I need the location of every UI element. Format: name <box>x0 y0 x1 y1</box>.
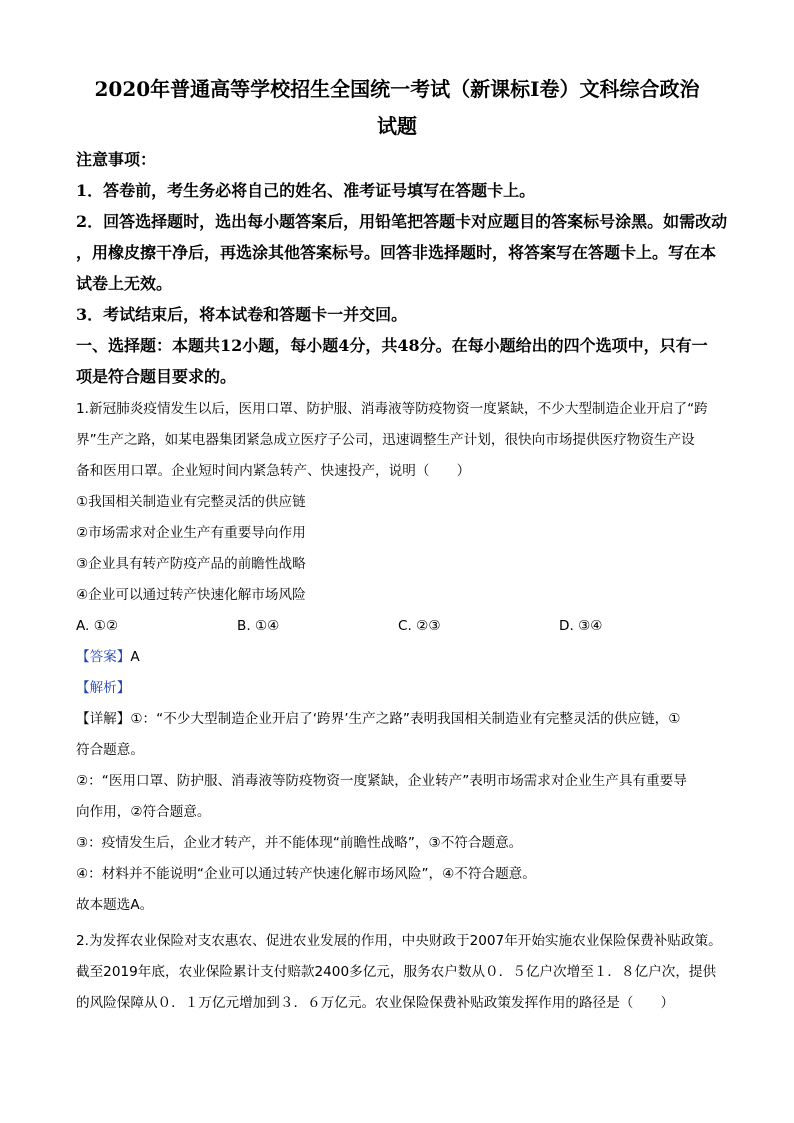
q1-options <box>76 611 736 642</box>
page-title: 2020年普通高等学校招生全国统一考试（新课标Ⅰ卷）文科综合政治 <box>94 77 700 101</box>
q1-option-d: D. ③④ <box>559 618 603 634</box>
notice-item-3: 3．考试结束后，将本试卷和答题卡一并交回。 <box>76 305 408 324</box>
q2-stem: 2.为发挥农业保险对支农惠农、促进农业发展的作用，中央财政于2007年开始实施农业保险保费补贴政策。 <box>76 933 722 949</box>
q1-option-a: A. ①② <box>76 618 119 634</box>
q1-detail-3: ③：疫情发生后，企业才转产，并不能体现“前瞻性战略”，③不符合题意。 <box>76 835 523 851</box>
q1-detail-1-cont: 符合题意。 <box>76 742 144 758</box>
q1-statement-2: ②市场需求对企业生产有重要导向作用 <box>76 525 306 541</box>
q1-detail-1 <box>76 704 736 735</box>
answer-value: A <box>130 649 140 665</box>
notice-item-2: 2．回答选择题时，选出每小题答案后，用铅笔把答题卡对应题目的答案标号涂黑。如需改动 <box>76 212 728 231</box>
notice-item-2-cont: ，用橡皮擦干净后，再选涂其他答案标号。回答非选择题时，将答案写在答题卡上。写在本 <box>76 243 717 262</box>
analysis-tag: 【解析】 <box>76 680 131 696</box>
q1-statement-4: ④企业可以通过转产快速化解市场风险 <box>76 587 306 603</box>
q1-option-b: B. ①④ <box>237 618 280 634</box>
q1-answer <box>76 642 736 673</box>
notice-heading: 注意事项： <box>76 150 157 169</box>
q1-stem-cont: 界”生产之路，如某电器集团紧急成立医疗子公司，迅速调整生产计划，很快向市场提供医疗物资生产设 <box>76 432 695 448</box>
detail-tag: 【详解】 <box>76 711 131 727</box>
q1-detail-4: ④：材料并不能说明“企业可以通过转产快速化解市场风险”，④不符合题意。 <box>76 866 536 882</box>
q1-option-c: C. ②③ <box>398 618 441 634</box>
section-heading: 一、选择题：本题共12小题，每小题4分，共48分。在每小题给出的四个选项中，只有一 <box>76 336 708 355</box>
q1-stem-end: 备和医用口罩。企业短时间内紧急转产、快速投产，说明（ ） <box>76 463 471 479</box>
question-1 <box>76 394 736 921</box>
q1-detail-2-cont: 向作用，②符合题意。 <box>76 804 211 820</box>
q1-analysis <box>76 673 736 704</box>
q1-conclusion: 故本题选A。 <box>76 897 154 913</box>
page-title-line2: 试题 <box>377 114 417 138</box>
notice-item-2-end: 试卷上无效。 <box>76 274 173 293</box>
answer-tag: 【答案】 <box>76 649 131 665</box>
question-2 <box>76 926 736 1019</box>
q1-statement-1: ①我国相关制造业有完整灵活的供应链 <box>76 494 306 510</box>
notice-item-1: 1．答卷前，考生务必将自己的姓名、准考证号填写在答题卡上。 <box>76 181 536 200</box>
q1-detail-2: ②：“医用口罩、防护服、消毒液等防疫物资一度紧缺，企业转产”表明市场需求对企业生产具有重要导 <box>76 773 687 789</box>
detail-1-text: ①：“不少大型制造企业开启了‘跨界’生产之路”表明我国相关制造业有完整灵活的供应链，① <box>130 711 681 727</box>
q1-statement-3: ③企业具有转产防疫产品的前瞻性战略 <box>76 556 306 572</box>
q1-stem: 1.新冠肺炎疫情发生以后，医用口罩、防护服、消毒液等防疫物资一度紧缺，不少大型制造企业开启了“跨 <box>76 401 708 417</box>
q2-stem-cont: 截至2019年底，农业保险累计支付赔款2400多亿元，服务农户数从０．５亿户次增至１．８亿户次，提供 <box>76 964 717 980</box>
q2-stem-end: 的风险保障从０．１万亿元增加到３．６万亿元。农业保险保费补贴政策发挥作用的路径是（ ） <box>76 995 675 1011</box>
section-heading-cont: 项是符合题目要求的。 <box>76 367 237 386</box>
notice-section <box>76 144 736 392</box>
